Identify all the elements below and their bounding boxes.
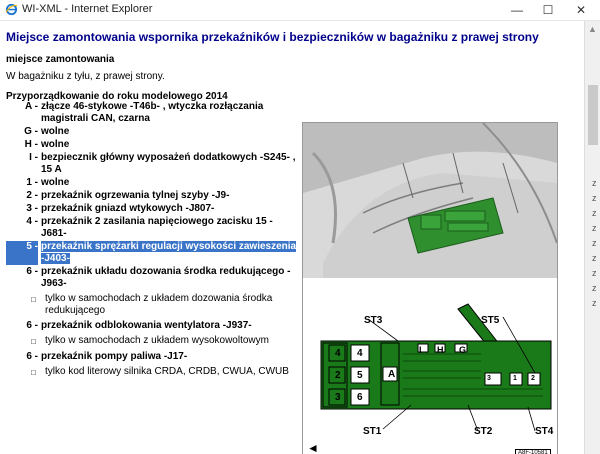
figure — [302, 122, 558, 454]
assignment-title: Przyporządkowanie do roku modelowego 2014 — [6, 91, 228, 102]
list-item: 4 - przekaźnik 2 zasilania napięciowego zacisku 15 -J681- — [26, 216, 273, 239]
relay-5: 5 — [357, 370, 363, 381]
scroll-up-icon[interactable]: ▲ — [588, 24, 597, 34]
fuse-relay-diagram — [303, 279, 557, 454]
label-st2: ST2 — [474, 426, 493, 437]
small-4: 1 — [513, 375, 517, 382]
list-item: G - wolne — [24, 126, 70, 137]
page-title: Miejsce zamontowania wspornika przekaźników i bezpieczników w bagażniku z prawej strony — [6, 30, 539, 44]
label-g: G — [459, 345, 467, 355]
internet-explorer-icon — [5, 3, 18, 16]
list-item: I - bezpiecznik główny wyposażeń dodatkowych -S245- , 15 A — [29, 152, 296, 175]
list-item: 6 - przekaźnik pompy paliwa -J17- — [26, 351, 188, 362]
label-st1: ST1 — [363, 426, 382, 437]
window-titlebar — [0, 0, 600, 21]
trunk-photo-illustration — [303, 123, 557, 278]
label-st3: ST3 — [364, 315, 383, 326]
label-i: I — [419, 345, 422, 355]
list-note: □ tylko w samochodach z układem wysokowoltowym — [6, 335, 298, 348]
list-item: 6 - przekaźnik układu dozowania środka redukującego -J963- — [26, 266, 291, 289]
relay-4: 4 — [335, 348, 341, 359]
small-3-5: 3 — [487, 375, 491, 382]
list-item: 2 - przekaźnik ogrzewania tylnej szyby -J9- — [26, 190, 230, 201]
document-content — [0, 21, 584, 454]
label-a: A — [388, 369, 396, 380]
relay-3: 3 — [335, 392, 341, 403]
relay-2: 2 — [335, 370, 341, 381]
section-subheading: miejsce zamontowania — [6, 54, 115, 65]
close-button[interactable]: ✕ — [575, 3, 587, 17]
small-2: 2 — [531, 375, 535, 382]
label-h: H — [437, 345, 444, 355]
maximize-button[interactable]: ☐ — [542, 3, 554, 17]
minimize-button[interactable]: — — [511, 3, 523, 17]
relay-4-slot: 4 — [357, 348, 363, 359]
list-item: 3 - przekaźnik gniazd wtykowych -J807- — [26, 203, 215, 214]
figure-code: A8F-10581 — [515, 449, 551, 454]
list-note: □ tylko w samochodach z układem dozowania środka redukującego — [6, 293, 298, 317]
label-st5: ST5 — [481, 315, 500, 326]
list-item-selected[interactable]: 5 - przekaźnik sprężarki regulacji wysokości zawieszenia -J403- — [6, 241, 298, 265]
list-item: H - wolne — [24, 139, 70, 150]
list-item: A - złącze 46-stykowe -T46b- , wtyczka rozłączania magistrali CAN, czarna — [25, 101, 264, 124]
scroll-thumb[interactable] — [588, 85, 598, 145]
partial-right-column: z z z z z z z z z — [592, 178, 597, 308]
location-text: W bagażniku z tyłu, z prawej strony. — [6, 71, 165, 82]
bullet-square-icon: □ — [31, 337, 36, 346]
list-item: 6 - przekaźnik odblokowania wentylatora -J937- — [26, 320, 252, 331]
relay-6: 6 — [357, 392, 363, 403]
bullet-square-icon: □ — [31, 295, 36, 304]
list-note: □ tylko kod literowy silnika CRDA, CRDB, CWUA, CWUB — [6, 366, 298, 379]
list-item: 1 - wolne — [26, 177, 70, 188]
label-st4: ST4 — [535, 426, 554, 437]
arrow-left-icon: ◄ — [307, 441, 319, 454]
window-title: WI-XML - Internet Explorer — [22, 3, 153, 15]
bullet-square-icon: □ — [31, 368, 36, 377]
component-list — [6, 101, 298, 382]
